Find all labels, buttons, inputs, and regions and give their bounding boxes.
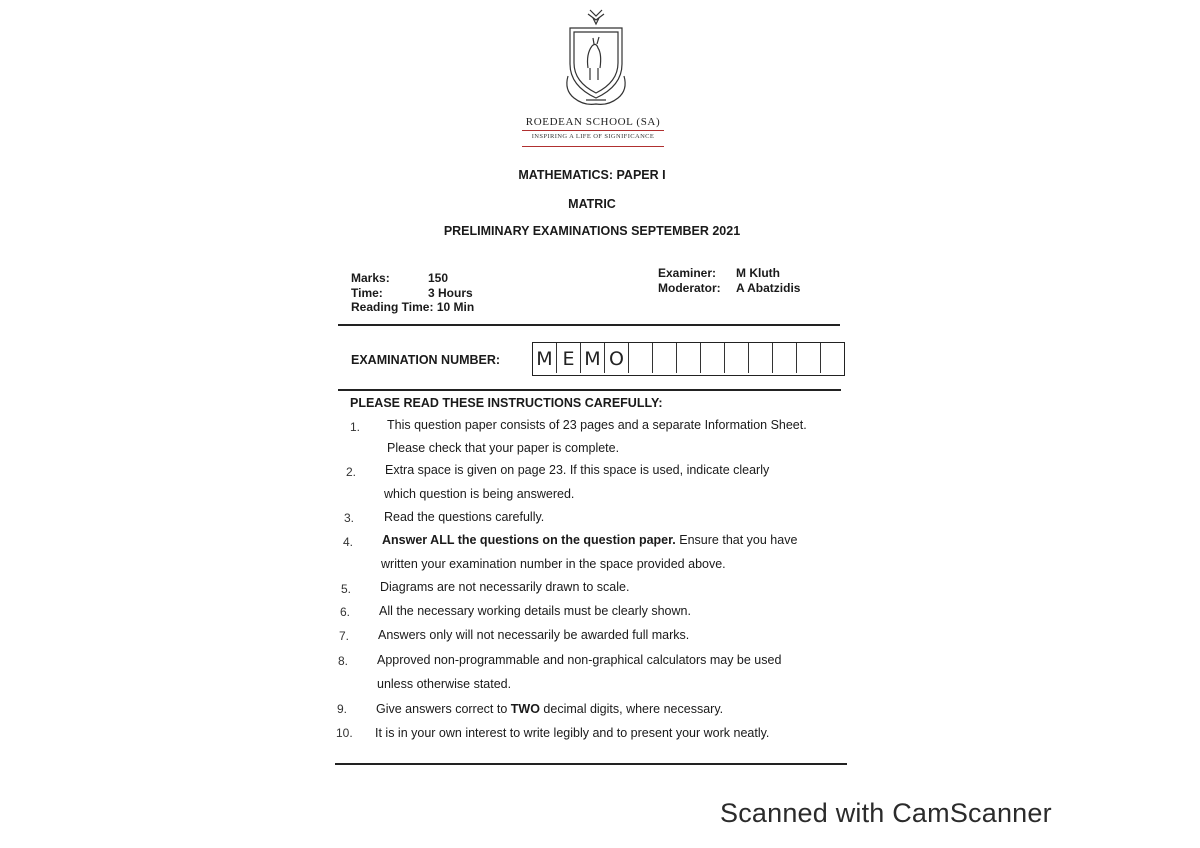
exam-number-cell[interactable]	[629, 343, 653, 373]
instruction-text: Answers only will not necessarily be awarded full marks.	[378, 628, 690, 642]
instruction-text: decimal digits, where necessary.	[539, 702, 724, 716]
instruction-text: It is in your own interest to write legibly and to present your work neatly.	[375, 726, 770, 740]
instruction-number: 4.	[343, 535, 354, 549]
exam-number-boxes[interactable]	[532, 342, 845, 376]
divider	[338, 324, 840, 326]
time-row	[351, 286, 473, 301]
examiner-row	[658, 266, 780, 281]
instruction-text: Ensure that you have	[679, 533, 798, 547]
instruction-text: Read the questions carefully.	[384, 510, 545, 524]
exam-number-cell[interactable]	[701, 343, 725, 373]
time-label: Time:	[351, 286, 383, 300]
exam-number-cell[interactable]	[749, 343, 773, 373]
moderator-value: A Abatzidis	[736, 281, 801, 295]
instruction-text: Extra space is given on page 23. If this space is used, indicate clearly	[385, 463, 770, 477]
instruction-number: 2.	[346, 465, 357, 479]
instruction-text: which question is being answered.	[384, 487, 575, 501]
exam-number-cell[interactable]	[821, 343, 844, 373]
instruction-number: 3.	[344, 511, 355, 525]
instruction-text: Diagrams are not necessarily drawn to scale.	[380, 580, 630, 594]
examiner-value: M Kluth	[736, 266, 780, 280]
marks-value: 150	[428, 271, 449, 285]
instruction-text: Give answers correct to	[376, 702, 511, 716]
scanner-watermark: Scanned with CamScanner	[720, 798, 1052, 828]
instruction-text: This question paper consists of 23 pages and a separate Information Sheet.	[387, 418, 807, 432]
instruction-number: 5.	[341, 582, 352, 596]
instruction-number: 6.	[340, 605, 351, 619]
moderator-row	[658, 281, 800, 296]
marks-row	[351, 271, 448, 286]
school-name: ROEDEAN SCHOOL (SA)	[525, 116, 661, 128]
instruction-text	[376, 702, 723, 716]
examiner-label: Examiner:	[658, 266, 717, 280]
reading-row	[351, 300, 474, 315]
marks-label: Marks:	[351, 271, 390, 285]
instructions-heading: PLEASE READ THESE INSTRUCTIONS CAREFULLY:	[350, 396, 663, 410]
instruction-text: written your examination number in the space provided above.	[381, 557, 726, 571]
exam-number-cell[interactable]	[677, 343, 701, 373]
reading-label: Reading Time:	[351, 300, 434, 314]
instruction-number: 8.	[338, 654, 349, 668]
divider	[522, 146, 664, 147]
instruction-text: Approved non-programmable and non-graphical calculators may be used	[377, 653, 782, 667]
instruction-number: 9.	[337, 702, 348, 716]
time-value: 3 Hours	[428, 286, 473, 300]
instruction-text: unless otherwise stated.	[377, 677, 512, 691]
instruction-number: 7.	[339, 629, 350, 643]
divider	[522, 130, 664, 131]
paper-subject: MATHEMATICS: PAPER I	[518, 168, 666, 182]
instruction-emphasis: TWO	[510, 702, 540, 716]
divider	[338, 389, 841, 391]
paper-level: MATRIC	[568, 197, 616, 211]
school-crest-icon	[560, 6, 632, 110]
exam-number-cell[interactable]: O	[605, 343, 629, 373]
school-motto: INSPIRING A LIFE OF SIGNIFICANCE	[531, 133, 655, 140]
instruction-text	[382, 533, 797, 547]
exam-number-cell[interactable]: E	[557, 343, 581, 373]
exam-number-cell[interactable]	[653, 343, 677, 373]
reading-value: 10 Min	[436, 300, 475, 314]
instruction-text: All the necessary working details must be clearly shown.	[379, 604, 691, 618]
exam-number-label: EXAMINATION NUMBER:	[351, 353, 501, 367]
exam-number-cell[interactable]	[797, 343, 821, 373]
exam-number-cell[interactable]	[725, 343, 749, 373]
moderator-label: Moderator:	[658, 281, 721, 295]
instruction-emphasis: Answer ALL the questions on the question paper.	[382, 533, 676, 547]
paper-exam: PRELIMINARY EXAMINATIONS SEPTEMBER 2021	[443, 224, 741, 238]
divider	[335, 763, 847, 765]
instruction-number: 10.	[336, 726, 353, 740]
exam-number-cell[interactable]	[773, 343, 797, 373]
instruction-text: Please check that your paper is complete.	[387, 441, 620, 455]
exam-number-cell[interactable]: M	[581, 343, 605, 373]
exam-number-cell[interactable]: M	[533, 343, 557, 373]
instruction-number: 1.	[350, 420, 361, 434]
